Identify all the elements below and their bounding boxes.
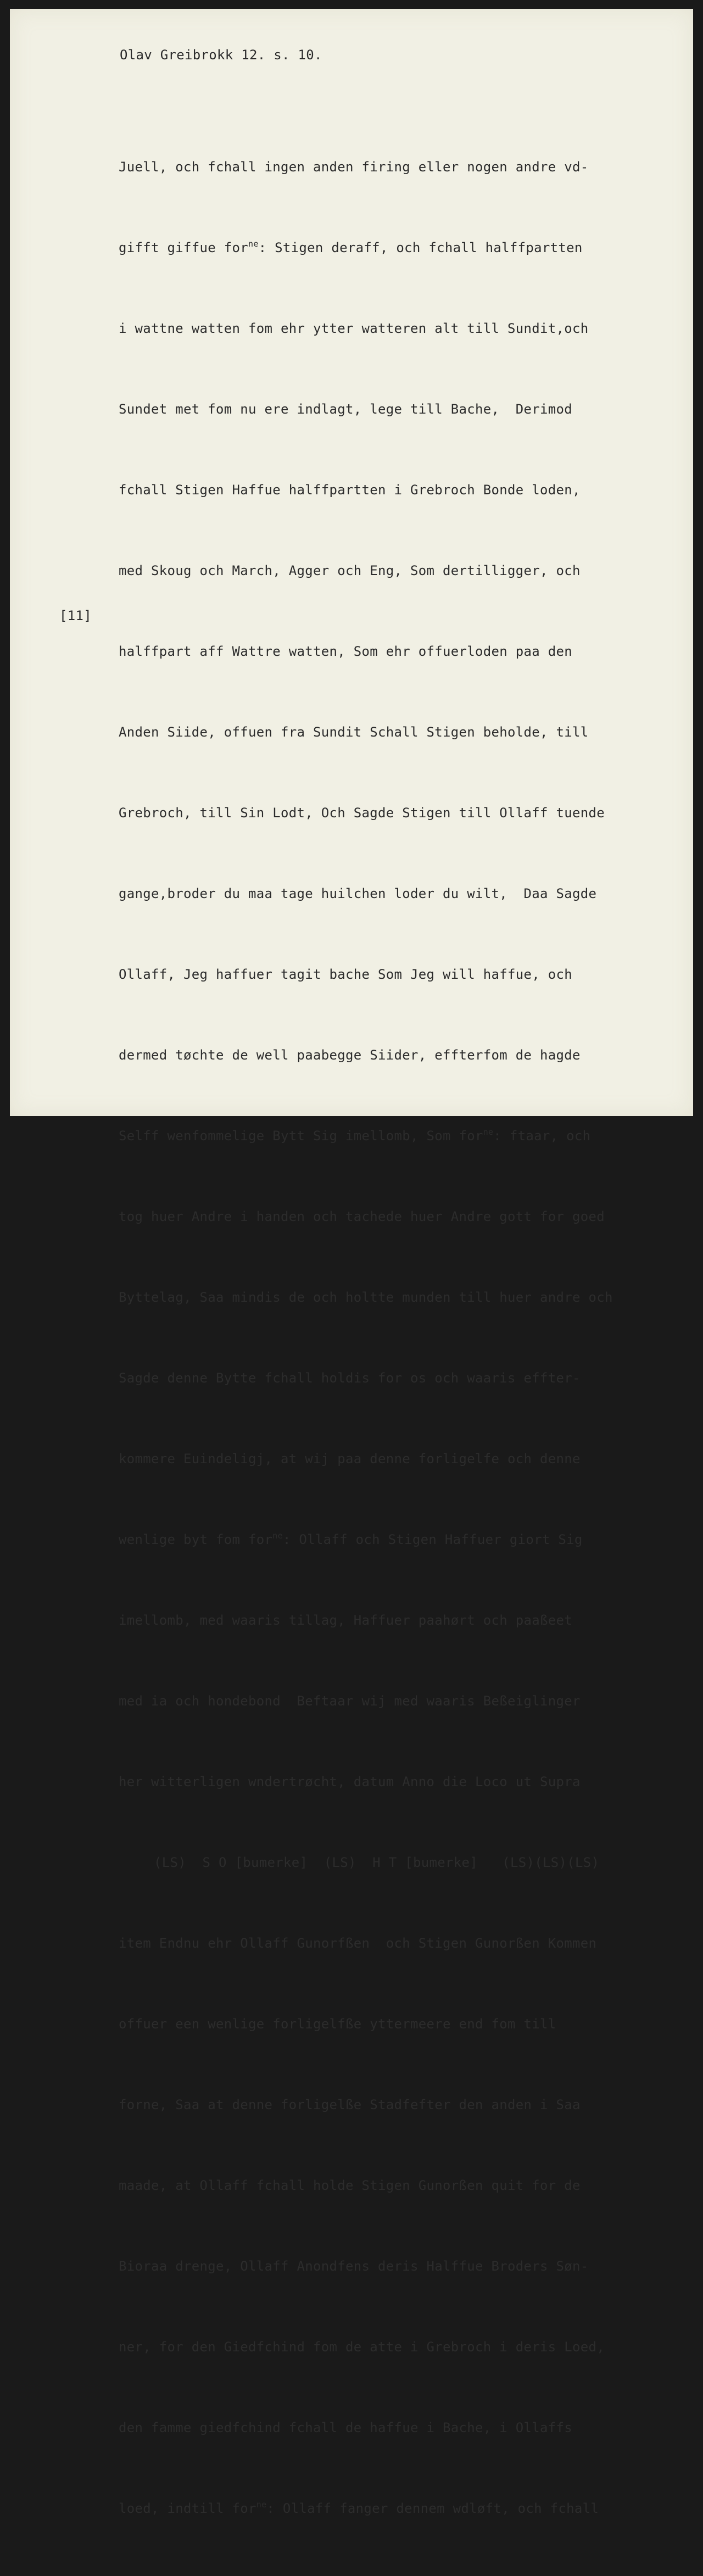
text-line: loed, indtill for$^{ne}$: Ollaff fanger dennem wdløft, och fchall	[119, 2500, 599, 2516]
text-line: maade, at Ollaff fchall holde Stigen Gunorßen quit for de	[119, 2178, 581, 2193]
text-line: med ia och hondebond Beftaar wij med waaris Beßeiglinger	[119, 1693, 581, 1709]
seal-line: (LS) S O [bumerke] (LS) H T [bumerke] (LS)(LS)(LS)	[154, 1855, 600, 1870]
transcription-body	[119, 100, 613, 2576]
text-line: kommere Euindeligj, at wij paa denne forligelfe och denne	[119, 1451, 581, 1467]
document-page	[10, 9, 693, 2516]
text-line: wenlige byt fom for$^{ne}$: Ollaff och Stigen Haffuer giort Sig	[119, 1531, 583, 1547]
text-line: i wattne watten fom ehr ytter watteren alt till Sundit,och	[119, 321, 589, 336]
text-line: offuer een wenlige forligelfße yttermeere end fom till	[119, 2016, 556, 2032]
text-line: ner, for den Giedfchind fom de atte i Grebroch i deris Loed,	[119, 2339, 605, 2355]
text-line: forne, Saa at denne forligelße Stadfefter den anden i Saa	[119, 2097, 581, 2112]
text-line: Sundet met fom nu ere indlagt, lege till Bache, Derimod	[119, 402, 572, 417]
text-line: Ollaff, Jeg haffuer tagit bache Som Jeg will haffue, och	[119, 967, 572, 982]
text-line: med Skoug och March, Agger och Eng, Som dertilligger, och	[119, 563, 581, 578]
text-line: Anden Siide, offuen fra Sundit Schall Stigen beholde, till	[119, 724, 589, 740]
text-line: Sagde denne Bytte fchall holdis for os och waaris effter-	[119, 1370, 581, 1386]
text-line: tog huer Andre i handen och tachede huer Andre gott for goed	[119, 1209, 605, 1224]
text-line: den famme giedfchind fchall de haffue i Bache, i Ollaffs	[119, 2420, 572, 2435]
page-header: Olav Greibrokk 12. s. 10.	[120, 47, 322, 63]
text-line: Bioraa drenge, Ollaff Anondfens deris Halffue Broders Søn-	[119, 2259, 589, 2274]
margin-page-number: [11]	[59, 608, 92, 623]
text-line: Grebroch, till Sin Lodt, Och Sagde Stigen till Ollaff tuende	[119, 805, 605, 821]
text-line: gange,broder du maa tage huilchen loder du wilt, Daa Sagde	[119, 886, 597, 901]
text-line: item Endnu ehr Ollaff Gunorfßen och Stigen Gunorßen Kommen	[119, 1936, 597, 1951]
text-line: Juell, och fchall ingen anden firing eller nogen andre vd-	[119, 159, 589, 175]
text-line: gifft giffue for$^{ne}$: Stigen deraff, och fchall halffpartten	[119, 239, 583, 255]
text-line: halffpart aff Wattre watten, Som ehr offuerloden paa den	[119, 644, 572, 659]
text-line: Selff wenfommelige Bytt Sig imellomb, Som for$^{ne}$: ftaar, och	[119, 1127, 591, 1144]
text-line: dermed tøchte de well paabegge Siider, effterfom de hagde	[119, 1047, 581, 1063]
text-line: imellomb, med waaris tillag, Haffuer paahørt och paaßeet	[119, 1613, 572, 1628]
text-line: fchall Stigen Haffue halffpartten i Grebroch Bonde loden,	[119, 482, 581, 498]
text-line: Byttelag, Saa mindis de och holtte munden till huer andre och	[119, 1290, 613, 1305]
text-line: her witterligen wndertrøcht, datum Anno die Loco ut Supra	[119, 1774, 581, 1789]
